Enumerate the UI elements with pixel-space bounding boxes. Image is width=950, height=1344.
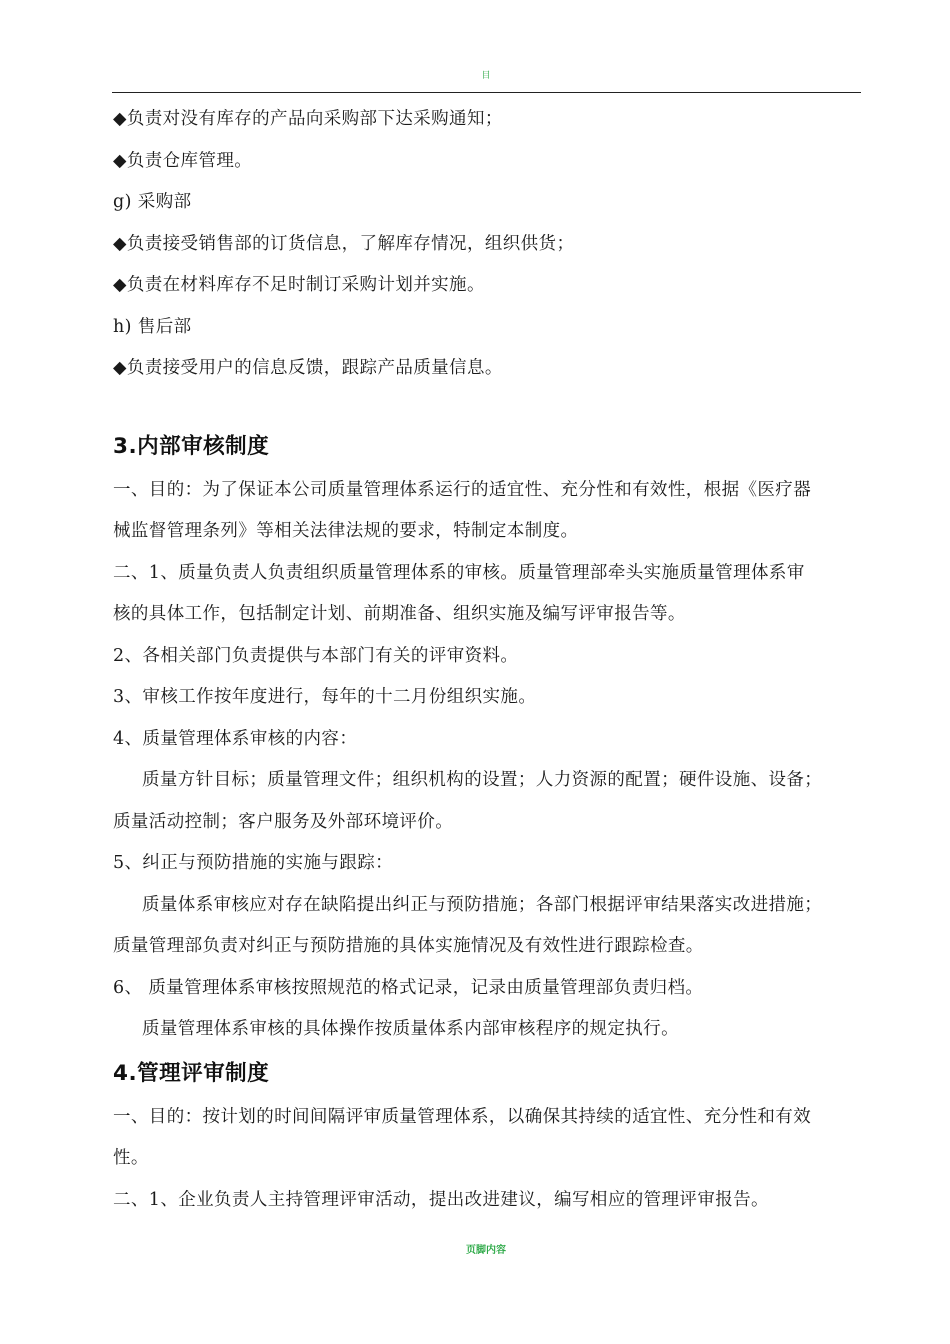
paragraph-line: 质量管理部负责对纠正与预防措施的具体实施情况及有效性进行跟踪检查。 bbox=[113, 936, 704, 956]
paragraph-line: 2、各相关部门负责提供与本部门有关的评审资料。 bbox=[113, 645, 519, 666]
paragraph-line: 质量体系审核应对存在缺陷提出纠正与预防措施；各部门根据评审结果落实改进措施； bbox=[142, 894, 823, 915]
paragraph-line: 3、审核工作按年度进行，每年的十二月份组织实施。 bbox=[113, 687, 537, 707]
paragraph-line: 质量活动控制；客户服务及外部环境评价。 bbox=[113, 811, 454, 832]
paragraph-line: 4、质量管理体系审核的内容： bbox=[113, 728, 358, 749]
subsection-title: g) 采购部 bbox=[113, 192, 192, 212]
header-mark: 目 bbox=[481, 71, 491, 81]
paragraph-line: 一、目的：为了保证本公司质量管理体系运行的适宜性、充分性和有效性，根据《医疗器 bbox=[113, 479, 812, 500]
header-rule bbox=[112, 92, 861, 93]
paragraph-line: 5、纠正与预防措施的实施与跟踪： bbox=[113, 853, 394, 873]
list-item: ◆负责接受用户的信息反馈，跟踪产品质量信息。 bbox=[113, 358, 503, 378]
section-heading-4: 4.管理评审制度 bbox=[113, 1060, 270, 1086]
paragraph-line: 二、1、企业负责人主持管理评审活动，提出改进建议，编写相应的管理评审报告。 bbox=[113, 1189, 769, 1210]
paragraph-line: 6、 质量管理体系审核按照规范的格式记录，记录由质量管理部负责归档。 bbox=[113, 977, 704, 998]
page-body bbox=[113, 99, 863, 1221]
list-item: ◆负责在材料库存不足时制订采购计划并实施。 bbox=[113, 275, 485, 295]
section-heading-3: 3.内部审核制度 bbox=[113, 433, 270, 459]
paragraph-line: 二、1、质量负责人负责组织质量管理体系的审核。质量管理部牵头实施质量管理体系审 bbox=[113, 562, 805, 583]
paragraph-line: 性。 bbox=[113, 1148, 149, 1168]
list-item: ◆负责接受销售部的订货信息，了解库存情况，组织供货； bbox=[113, 233, 575, 254]
paragraph-line: 一、目的：按计划的时间间隔评审质量管理体系，以确保其持续的适宜性、充分性和有效 bbox=[113, 1106, 812, 1127]
footer-mark: 页脚内容 bbox=[466, 1245, 506, 1256]
paragraph-line: 质量方针目标；质量管理文件；组织机构的设置；人力资源的配置；硬件设施、设备； bbox=[142, 770, 823, 790]
paragraph-line: 械监督管理条列》等相关法律法规的要求，特制定本制度。 bbox=[113, 521, 579, 541]
subsection-title: h) 售后部 bbox=[113, 316, 192, 337]
section-spacer bbox=[113, 390, 863, 424]
list-item: ◆负责仓库管理。 bbox=[113, 150, 253, 171]
list-item: ◆负责对没有库存的产品向采购部下达采购通知； bbox=[113, 109, 503, 129]
paragraph-line: 质量管理体系审核的具体操作按质量体系内部审核程序的规定执行。 bbox=[142, 1019, 679, 1039]
paragraph-line: 核的具体工作，包括制定计划、前期准备、组织实施及编写评审报告等。 bbox=[113, 604, 686, 624]
